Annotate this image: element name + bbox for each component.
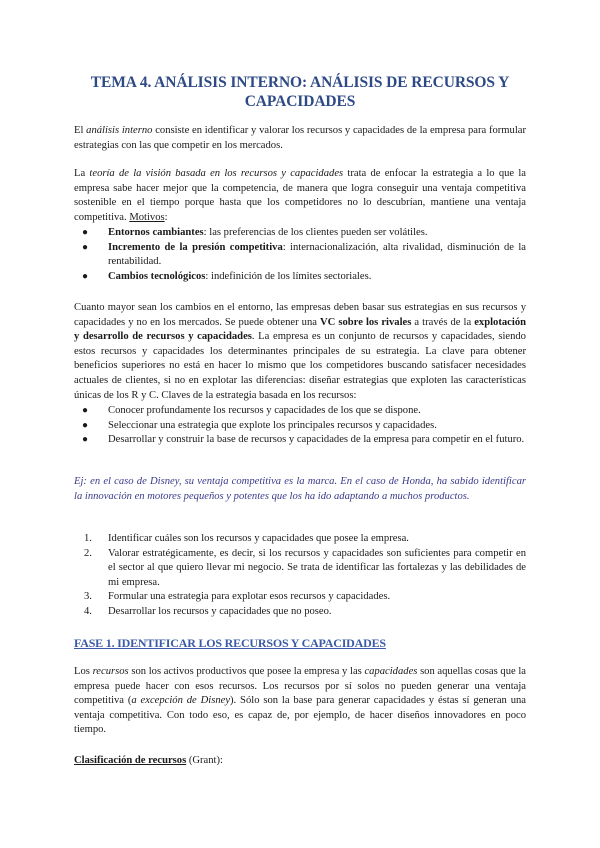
text-run: ). Sólo son la base para generar capacidades y éstas sí generan una ventaja competitiva. Con todo eso, es capaz de, por ejemplo, de hacer diseños innovadores en poco tiempo.: [74, 695, 527, 736]
text-run: Cuanto mayor sean los cambios en el entorno, las empresas deben basar sus estrategias en sus recursos y capacidades y no en los mercados. Se puede obtener una: [74, 302, 526, 328]
list-item: [84, 605, 526, 620]
term-explotacion: explotación y desarrollo de recursos y capacidades: [74, 316, 527, 343]
list-item-text: : indefinición de los límites sectoriales.: [205, 270, 372, 282]
page-title: TEMA 4. ANÁLISIS INTERNO: ANÁLISIS DE RECURSOS Y CAPACIDADES: [90, 74, 510, 110]
example-paragraph: [74, 475, 526, 504]
list-item: [82, 226, 526, 241]
motivos-label: Motivos: [129, 211, 165, 223]
list-item-term: Cambios tecnológicos: [108, 270, 206, 282]
classification-line: [74, 754, 526, 769]
text-run: consiste en identificar y valorar los recursos y capacidades de la empresa para formular estrategias con las que competir en los mercados.: [74, 125, 527, 151]
bullet-icon: ●: [82, 227, 89, 238]
text-run: Los: [74, 666, 93, 677]
list-item-term: Entornos cambiantes: [108, 227, 204, 238]
term-vc: VC sobre los rivales: [320, 316, 412, 328]
list-item: [82, 270, 526, 285]
claves-list: [82, 404, 526, 448]
list-item-text: Desarrollar los recursos y capacidades que no poseo.: [108, 605, 332, 617]
bullet-icon: ●: [82, 405, 89, 416]
bullet-icon: ●: [82, 434, 89, 446]
example-text: Ej: en el caso de Disney, su ventaja competitiva es la marca. En el caso de Honda, ha sabido identificar la innovación en motores pequeños y potentes que los ha ido adaptando a muchos productos.: [74, 476, 526, 502]
term-recursos: recursos: [92, 666, 129, 677]
list-item: [84, 532, 526, 547]
intro-paragraph: [74, 124, 526, 153]
term-capacidades: capacidades: [364, 666, 418, 677]
list-number: 1.: [84, 533, 92, 544]
list-number: 4.: [84, 605, 92, 617]
list-item-text: Desarrollar y construir la base de recursos y capacidades de la empresa para competir en el futuro.: [108, 434, 525, 446]
section-heading: FASE 1. IDENTIFICAR LOS RECURSOS Y CAPACIDADES: [74, 636, 386, 650]
list-number: 3.: [84, 591, 92, 603]
theory-paragraph: [74, 167, 526, 225]
steps-list: [84, 532, 526, 620]
list-item: [82, 241, 526, 270]
motivos-list: [82, 226, 526, 284]
list-item-term: Incremento de la presión competitiva: [108, 241, 283, 253]
resources-paragraph: [74, 665, 526, 738]
text-run: (Grant):: [186, 755, 223, 766]
term-analisis-interno: análisis interno: [86, 125, 153, 136]
list-item: [82, 419, 526, 434]
text-run: a través de la: [411, 316, 475, 328]
list-item: [84, 590, 526, 605]
list-item-text: : internacionalización, alta rivalidad, disminución de la rentabilidad.: [108, 241, 526, 268]
text-run: son los activos productivos que posee la empresa y las: [128, 666, 365, 677]
term-disney: a excepción de Disney: [131, 695, 231, 707]
list-item-text: Valorar estratégicamente, es decir, si los recursos y capacidades son suficientes para competir en el sector al que quiero llevar mi negocio. Se trata de identificar las fortalezas y las debilidades de mi empresa.: [108, 547, 526, 588]
list-item: [82, 404, 526, 419]
list-item-text: Identificar cuáles son los recursos y capacidades que posee la empresa.: [108, 533, 409, 544]
classification-label: Clasificación de recursos: [74, 755, 187, 766]
text-run: :: [164, 211, 168, 223]
bullet-icon: ●: [82, 270, 89, 282]
list-item: [82, 433, 526, 448]
text-run: El: [74, 125, 87, 136]
text-run: La: [74, 168, 90, 179]
list-item: [84, 547, 526, 591]
list-item-text: : las preferencias de los clientes pueden ser volátiles.: [203, 227, 428, 238]
strategy-paragraph: [74, 301, 526, 403]
list-item-text: Conocer profundamente los recursos y capacidades de los que se dispone.: [108, 405, 421, 416]
bullet-icon: ●: [82, 419, 89, 431]
term-teoria: teoría de la visión basada en los recursos y capacidades: [89, 168, 344, 179]
bullet-icon: ●: [82, 241, 89, 253]
text-run: son aquellas cosas que la empresa puede hacer con esos recursos. Los recursos por sí solos no pueden generar una ventaja competitiva (: [74, 666, 527, 707]
list-number: 2.: [84, 547, 92, 559]
list-item-text: Seleccionar una estrategia que explote los principales recursos y capacidades.: [108, 419, 437, 431]
list-item-text: Formular una estrategia para explotar esos recursos y capacidades.: [108, 591, 391, 603]
text-run: . La empresa es un conjunto de recursos y capacidades, siendo estos recursos y capacidades los determinantes principales de su estrategia. La clave para obtener beneficios superiores no está en hacer lo mismo que los competidores buscando satisfacer necesidades actuales de clientes, si no en explotar las diferencias: diseñar estrategias que exploten las características únicas de los R y C. Claves de la estrategia basada en los recursos:: [74, 331, 526, 401]
text-run: trata de enfocar la estrategia a lo que la empresa sabe hacer mejor que la competencia, de manera que logra conseguir una ventaja competitiva sostenible en el tiempo porque hasta que los competidores no lo descubrían, mantiene una ventaja competitiva.: [74, 168, 527, 223]
